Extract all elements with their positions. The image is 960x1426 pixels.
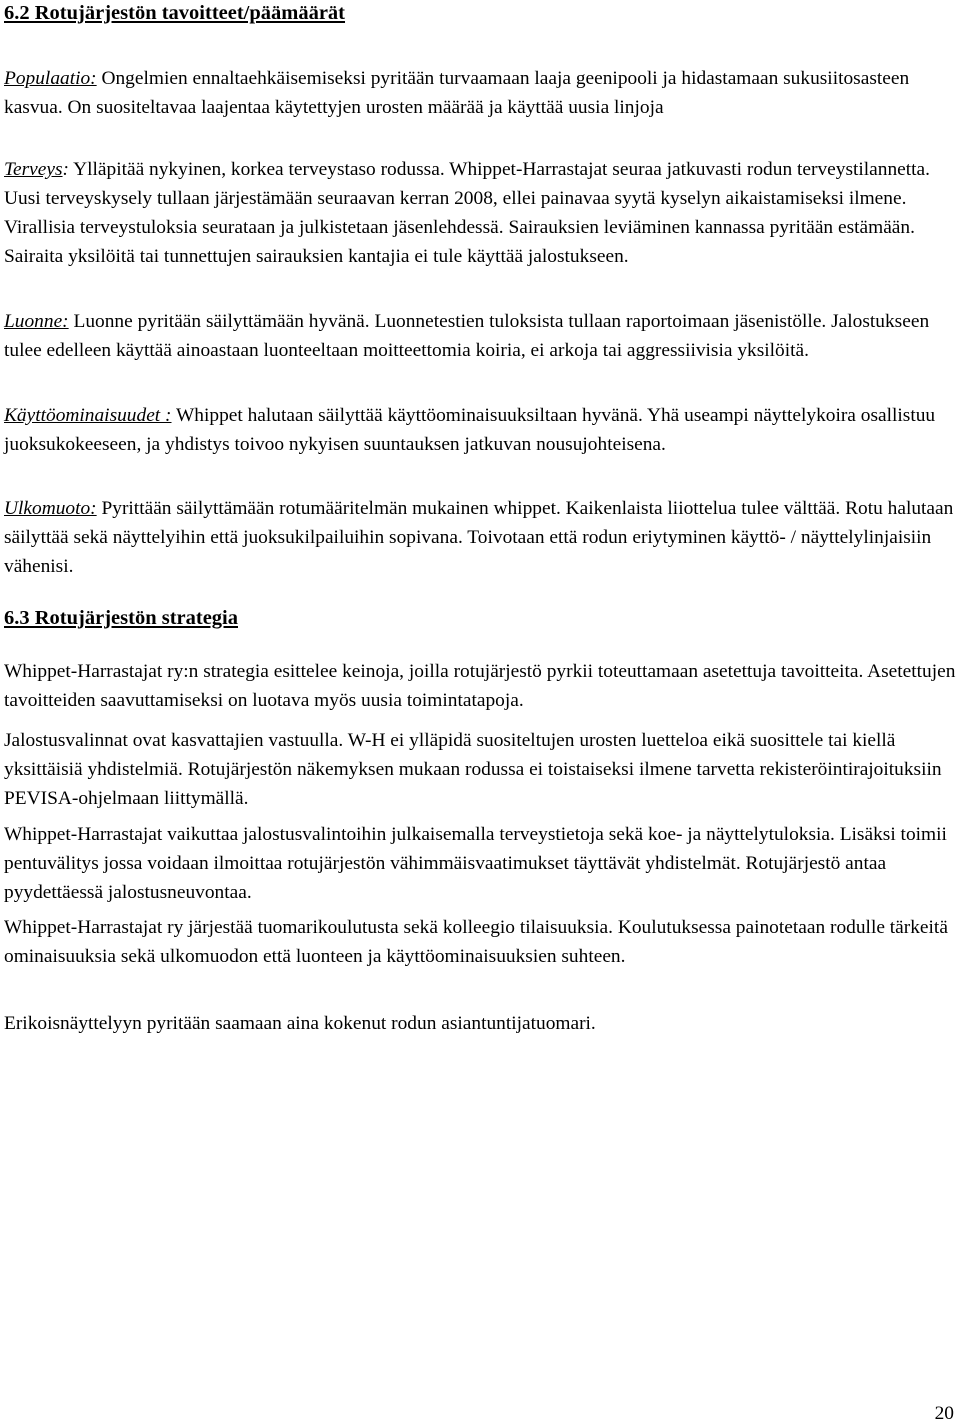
goal-text-terveys: Ylläpitää nykyinen, korkea terveystaso rodussa. Whippet-Harrastajat seuraa jatkuvasti rodun terveystilannetta. Uusi terveyskysely tullaan järjestämään seuraavan kerran 2008, ellei painavaa syytä kyselyn aikaistamiseksi ilmene. Virallisia terveystuloksia seurataan ja julkistetaan jäsenlehdessä. Sairauksien leviäminen kannassa pyritään estämään. Sairaita yksilöitä tai tunnettujen sairauksien kantajia ei tule käyttää jalostukseen. [4, 159, 930, 267]
strategy-paragraph: Erikoisnäyttelyyn pyritään saamaan aina kokenut rodun asiantuntijatuomari. [4, 1013, 596, 1034]
goal-paragraph-luonne [4, 307, 956, 365]
goal-text-luonne: Luonne pyritään säilyttämään hyvänä. Luonnetestien tuloksista tullaan raportoimaan jäsenistölle. Jalostukseen tulee edelleen käyttää ainoastaan luonteeltaan moitteettomia koiria, ei arkoja tai aggressiivisia yksilöitä. [4, 311, 930, 361]
goal-label-populaatio: Populaatio: [4, 68, 97, 89]
goal-label-terveys: Terveys [4, 159, 63, 180]
goal-label-kayttoominaisuudet: Käyttöominaisuudet : [4, 405, 172, 426]
section-heading-6-2: 6.2 Rotujärjestön tavoitteet/päämäärät [4, 2, 346, 24]
goal-paragraph-terveys [4, 155, 956, 271]
goal-label-ulkomuoto: Ulkomuoto: [4, 498, 97, 519]
goal-text-ulkomuoto: Pyrittään säilyttämään rotumääritelmän mukainen whippet. Kaikenlaista liiottelua tulee välttää. Rotu halutaan säilyttää sekä näyttelyihin että juoksukilpailuihin sopivana. Toivotaan että rodun eriytyminen käyttö- / näyttelylinjaisiin vähenisi. [4, 498, 954, 577]
goal-paragraph-kayttoominaisuudet [4, 401, 956, 459]
goal-paragraph-ulkomuoto [4, 494, 956, 581]
goal-paragraph-populaatio [4, 64, 956, 122]
goal-text-populaatio: Ongelmien ennaltaehkäisemiseksi pyritään turvaamaan laaja geenipooli ja hidastamaan sukusiitosasteen kasvua. On suositeltavaa laajentaa käytettyjen urosten määrää ja käyttää uusia linjoja [4, 68, 910, 118]
strategy-paragraph: Jalostusvalinnat ovat kasvattajien vastuulla. W-H ei ylläpidä suositeltujen urosten luetteloa eikä suosittele tai kiellä yksittäisiä yhdistelmiä. Rotujärjestön näkemyksen mukaan rodussa ei toistaiseksi ilmene tarvetta rekisteröintirajoituksiin PEVISA-ohjelmaan liittymällä. [4, 730, 942, 809]
strategy-paragraph: Whippet-Harrastajat ry:n strategia esittelee keinoja, joilla rotujärjestö pyrkii toteuttamaan asetettuja tavoitteita. Asetettujen tavoitteiden saavuttamiseksi on luotava myös uusia toimintatapoja. [4, 661, 956, 711]
strategy-paragraph: Whippet-Harrastajat ry järjestää tuomarikoulutusta sekä kolleegio tilaisuuksia. Koulutuksessa painotetaan rodulle tärkeitä ominaisuuksia sekä ulkomuodon että luonteen ja käyttöominaisuuksien suhteen. [4, 917, 948, 967]
section-heading-6-3: 6.3 Rotujärjestön strategia [4, 607, 238, 629]
page-number: 20 [934, 1403, 954, 1424]
goal-label-luonne: Luonne: [4, 311, 69, 332]
strategy-paragraph: Whippet-Harrastajat vaikuttaa jalostusvalintoihin julkaisemalla terveystietoja sekä koe- ja näyttelytuloksia. Lisäksi toimii pentuvälitys jossa voidaan ilmoittaa rotujärjestön vähimmäisvaatimukset täyttävät yhdistelmät. Rotujärjestö antaa pyydettäessä jalostusneuvontaa. [4, 824, 947, 903]
goal-label-suffix-terveys: : [62, 159, 69, 180]
goal-text-kayttoominaisuudet: Whippet halutaan säilyttää käyttöominaisuuksiltaan hyvänä. Yhä useampi näyttelykoira osallistuu juoksukokeeseen, ja yhdistys toivoo nykyisen suuntauksen jatkuvan nousujohteisena. [4, 405, 936, 455]
